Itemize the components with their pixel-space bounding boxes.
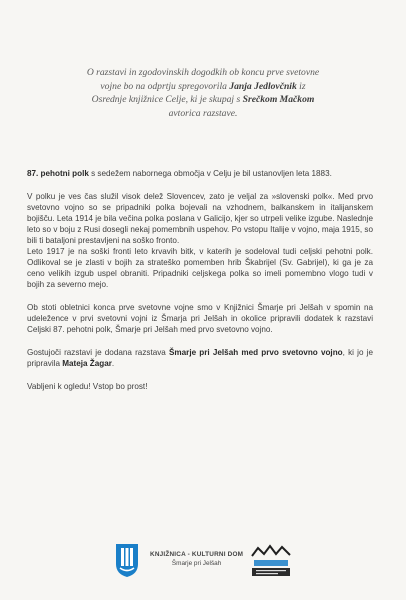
intro-paragraph bbox=[40, 66, 366, 120]
paragraph-4: Ob stoti obletnici konca prve svetovne vojne smo v Knjižnici Šmarje pri Jelšah v spomin na udeležence v prvi svetovni vojni iz Šmarja pri Jelšah in okolice pripravili dodatek k razstavi Celjski 87. pehotni polk, Šmarje pri Jelšah med prvo svetovno vojno. bbox=[27, 303, 373, 334]
library-name bbox=[150, 550, 243, 568]
regiment-name: 87. pehotni polk bbox=[27, 169, 89, 178]
intro-line-1: O razstavi in zgodovinskih dogodkih ob koncu prve svetovne bbox=[86, 67, 320, 78]
paragraph-5 bbox=[27, 347, 373, 369]
intro-line-4: avtorica razstave. bbox=[168, 107, 238, 119]
paragraph-5-c: . bbox=[111, 359, 115, 368]
exhibition-title: Šmarje pri Jelšah med prvo svetovno vojno bbox=[169, 348, 343, 357]
library-emblem-icon bbox=[114, 542, 140, 578]
paragraph-1 bbox=[27, 168, 373, 179]
speaker-name: Janja Jedlovčnik bbox=[229, 80, 297, 92]
curator-name: Mateja Žagar bbox=[62, 359, 112, 368]
paragraph-6: Vabljeni k ogledu! Vstop bo prost! bbox=[27, 382, 148, 391]
paragraph-2: V polku je ves čas služil visok delež Slovencev, zato je veljal za »slovenski polk«. Med prvo svetovno vojno so se pripadniki polka bojevali na vzhodnem, balkanskem in italijanskem bojišču. Leta 1914 je bila večina polka poslana v Galicijo, kjer so utrpeli velike izgube. Naslednje leto so v boju z Rusi dosegli nekaj pomembnih uspehov. Po vstopu Italije v vojno, maja 1915, so bili ti bataljoni prestavljeni na soško fronto. bbox=[27, 192, 373, 245]
intro-line-2b: iz bbox=[299, 80, 306, 92]
library-name-line-2: Šmarje pri Jelšah bbox=[171, 560, 222, 567]
paragraph-1-text: s sedežem nabornega območja v Celju je bil ustanovljen leta 1883. bbox=[88, 169, 332, 178]
library-name-line-1: KNJIŽNICA - KULTURNI DOM bbox=[150, 551, 244, 558]
intro-line-2: vojne bo na odprtju spregovorila bbox=[100, 80, 227, 92]
footer-logos bbox=[0, 542, 406, 582]
partner-logo-icon bbox=[248, 542, 294, 578]
body-text bbox=[27, 168, 373, 404]
paragraph-3: Leto 1917 je na soški fronti leto krvavih bitk, v katerih je sodeloval tudi celjski pehotni polk. Odlikoval se je zlasti v bojih za strateško pomemben hrib Škabrijel (Sv. Gabrijel), ki ga je za ceno velikih izgub uspel obraniti. Pripadniki celjskega polka so imeli pomembno vlogo tudi v bojih za severno mejo. bbox=[27, 247, 373, 289]
intro-line-3: Osrednje knjižnice Celje, ki je skupaj s bbox=[91, 94, 241, 106]
paragraph-5-a: Gostujoči razstavi je dodana razstava bbox=[27, 348, 169, 357]
co-author-name: Srečkom Mačkom bbox=[242, 94, 315, 106]
paragraph-5-b: , ki jo je pripravila bbox=[27, 348, 373, 368]
